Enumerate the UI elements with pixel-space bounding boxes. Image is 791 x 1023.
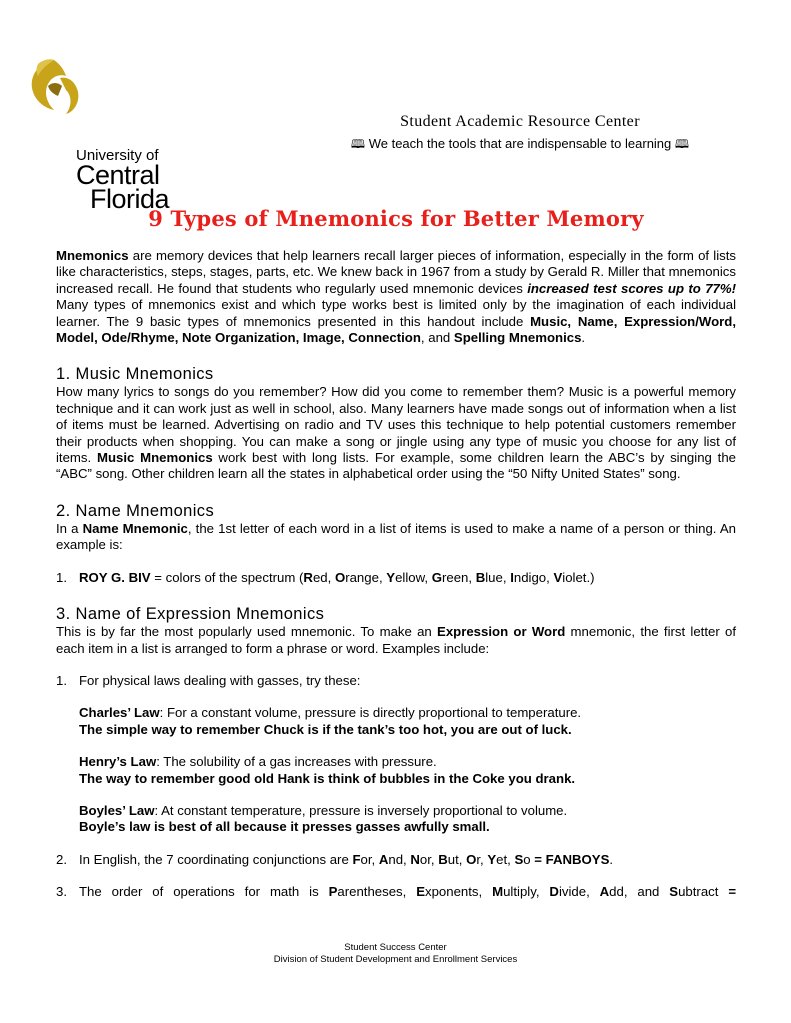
word [492, 884, 536, 899]
tagline-row [280, 135, 760, 156]
intro-text-3: , and [420, 330, 454, 346]
word-rest: r [476, 851, 481, 867]
law-colon: : [154, 802, 162, 818]
logo-line-university: University of [76, 147, 159, 164]
word-initial: S [514, 851, 524, 867]
expression-text-2: mnemonic, the first letter of each item in a list is arranged to form a phrase or word. Examples include: [56, 624, 736, 656]
gas-law [56, 705, 736, 738]
spectrum-colors: Red, Orange, Yellow, Green, Blue, Indigo, Violet [303, 569, 587, 585]
word-rest: ultiply [503, 884, 536, 900]
word-rest: nd [388, 851, 404, 867]
word-rest: ubtract [678, 884, 719, 900]
section-heading-expression: 3. Name of Expression Mnemonics [56, 605, 325, 624]
list-number: 1. [56, 569, 67, 585]
book-icon: 🕮 [350, 137, 366, 151]
music-text-2: work best with long lists. For example, some children learn the ABC’s by singing the “ABC” song. Other children learn all the states in alphabetical order using the “50 Nifty United States” song. [56, 450, 736, 482]
expression-bold: Expression or Word [437, 624, 566, 640]
intro-text-1: are memory devices that help learners recall larger pieces of information, especially in the form of lists like characteristics, steps, stages, parts, etc. We knew back in 1967 from a study by Gerald R. Miller that mnemonics increased recall. He found that students who regularly used mnemonic devices [56, 248, 736, 296]
gas-law [56, 803, 736, 836]
word-initial: E [416, 884, 425, 900]
law-colon: : [156, 754, 164, 770]
word [410, 852, 431, 867]
list-number: 2. [56, 851, 67, 867]
math-operations: Parentheses, Exponents, Multiply, Divide, Add, and Subtract [328, 884, 719, 900]
word-initial: A [378, 851, 389, 867]
page-title: 9 Types of Mnemonics for Better Memory [148, 206, 644, 231]
book-icon: 🕮 [674, 137, 690, 151]
intro-paragraph [56, 248, 736, 346]
law-mnemonic [79, 722, 736, 738]
word-initial: F [352, 851, 361, 867]
word-initial: M [492, 884, 504, 900]
list-text: For physical laws dealing with gasses, try these: [79, 672, 361, 688]
word-initial: O [334, 569, 346, 585]
gas-laws [56, 689, 736, 835]
name-bold: Name Mnemonic [82, 520, 188, 536]
list-item [56, 852, 736, 868]
law-definition [79, 705, 736, 721]
expression-paragraph [56, 624, 736, 657]
word [335, 570, 379, 585]
footer-line-1: Student Success Center [344, 942, 447, 953]
music-paragraph [56, 384, 736, 482]
word [549, 884, 586, 899]
conjunctions: For, And, Nor, But, Or, Yet, So [352, 851, 531, 867]
section-heading-music: 1. Music Mnemonics [56, 365, 214, 384]
list-item [56, 884, 736, 900]
word [329, 884, 403, 899]
roygbiv: ROY G. BIV [79, 569, 151, 585]
document-body [56, 248, 736, 901]
word-initial: O [466, 851, 477, 867]
gas-law [56, 754, 736, 787]
law-description: The solubility of a gas increases with pressure. [163, 754, 437, 770]
list-text: The order of operations for math is Parentheses, Exponents, Multiply, Divide, Add, and Subtract = [79, 884, 737, 900]
word [466, 852, 480, 867]
law-mnemonic [79, 819, 736, 835]
intro-lead: Mnemonics [56, 248, 129, 263]
intro-last-type: Spelling Mnemonics [453, 330, 582, 346]
word [553, 570, 586, 585]
pegasus-icon [24, 56, 84, 116]
law-name: Boyles’ Law [79, 802, 155, 818]
list-text: ROY G. BIV = colors of the spectrum (Red, Orange, Yellow, Green, Blue, Indigo, Violet.) [79, 569, 595, 585]
word [416, 884, 478, 899]
law-mnemonic-text: The simple way to remember Chuck is if the tank’s too hot, you are out of luck. [79, 721, 572, 737]
word [438, 852, 459, 867]
intro-types: Music, Name, Expression/Word, Model, Ode/Rhyme, Note Organization, Image, Connection [56, 313, 736, 346]
word [379, 852, 403, 867]
intro-text-4: . [581, 330, 586, 346]
word-rest: ivide [558, 884, 587, 900]
word [352, 852, 371, 867]
footer [0, 942, 791, 966]
list-item [56, 673, 736, 689]
name-text-2: , the 1st letter of each word in a list of items is used to make a name of a person or thing. An example is: [56, 520, 736, 553]
intro-text-2: Many types of mnemonics exist and which type works best is limited only by the imagination of each individual learner. The 9 basic types of mnemonics presented in this handout include [56, 297, 736, 329]
word-initial: A [599, 884, 610, 900]
word [510, 570, 546, 585]
word-initial: I [510, 569, 514, 585]
word-initial: S [669, 884, 679, 900]
law-colon: : [159, 705, 167, 721]
name-text-1: In a [56, 520, 83, 536]
word-initial: R [303, 569, 313, 585]
word-initial: D [549, 884, 559, 900]
list-item [56, 570, 736, 586]
word-rest: arentheses [337, 884, 403, 900]
word-rest: or [419, 851, 431, 867]
tagline: We teach the tools that are indispensable to learning [368, 136, 672, 151]
list-number: 1. [56, 672, 67, 688]
law-definition [79, 754, 736, 770]
word-rest: range [345, 569, 379, 585]
word [669, 884, 718, 899]
section-heading-name: 2. Name Mnemonics [56, 501, 215, 520]
word-rest: ut [447, 851, 459, 867]
footer-line-2: Division of Student Development and Enrollment Services [273, 954, 518, 965]
fanboys: = FANBOYS [530, 851, 610, 867]
law-mnemonic-text: The way to remember good old Hank is think of bubbles in the Coke you drank. [79, 770, 576, 786]
word-rest: ndigo [513, 569, 547, 585]
law-name: Henry’s Law [79, 754, 157, 770]
word-rest: et [496, 851, 508, 867]
list-number: 3. [56, 884, 67, 900]
music-text-1: How many lyrics to songs do you remember? How did you come to remember them? Music is a powerful memory technique and it can work just as well in school, also. Many learners have made songs out of information when a list of items must be learned. Advertising on radio and TV uses this technique to help potential customers remember their products when shopping. You can make a song or jingle using any type of music you choose for any list of items. [56, 384, 736, 466]
music-bold: Music Mnemonics [96, 450, 213, 466]
ucf-logo [24, 56, 192, 214]
word-rest: dd [609, 884, 624, 900]
word [432, 570, 469, 585]
logo-line-central: Central [76, 160, 160, 190]
word-rest: ellow [395, 569, 425, 585]
word-initial: Y [386, 569, 396, 585]
law-description: For a constant volume, pressure is directly proportional to temperature. [166, 705, 582, 721]
word-rest: iolet [562, 569, 587, 585]
word-initial: Y [487, 851, 497, 867]
law-mnemonic [79, 771, 736, 787]
law-mnemonic-text: Boyle’s law is best of all because it presses gasses awfully small. [79, 819, 490, 835]
intro-emphasis: increased test scores up to 77%! [527, 280, 736, 296]
word-rest: ed [312, 569, 328, 585]
law-description: At constant temperature, pressure is inversely proportional to volume. [161, 802, 568, 818]
word-initial: B [438, 851, 448, 867]
word-initial: V [553, 569, 563, 585]
word [386, 570, 424, 585]
word [303, 570, 327, 585]
word-rest: o [523, 851, 531, 867]
law-name: Charles’ Law [79, 705, 160, 721]
expression-text-1: This is by far the most popularly used mnemonic. To make an [56, 624, 438, 640]
word-initial: G [431, 569, 442, 585]
center-name: Student Academic Resource Center [400, 113, 640, 130]
word-initial: N [410, 851, 420, 867]
word-rest: xponents [425, 884, 479, 900]
word-rest: lue [485, 569, 503, 585]
word-initial: B [475, 569, 486, 585]
logo-line-florida: Florida [90, 184, 170, 214]
word-initial: P [328, 884, 338, 900]
word [476, 570, 503, 585]
name-paragraph [56, 521, 736, 554]
list-text: In English, the 7 coordinating conjunctions are For, And, Nor, But, Or, Yet, So = FANBOYS. [79, 851, 614, 867]
word [514, 852, 530, 867]
word-rest: reen [441, 569, 469, 585]
law-definition [79, 803, 736, 819]
word-rest: or [360, 851, 372, 867]
word [600, 884, 624, 899]
word [487, 852, 507, 867]
